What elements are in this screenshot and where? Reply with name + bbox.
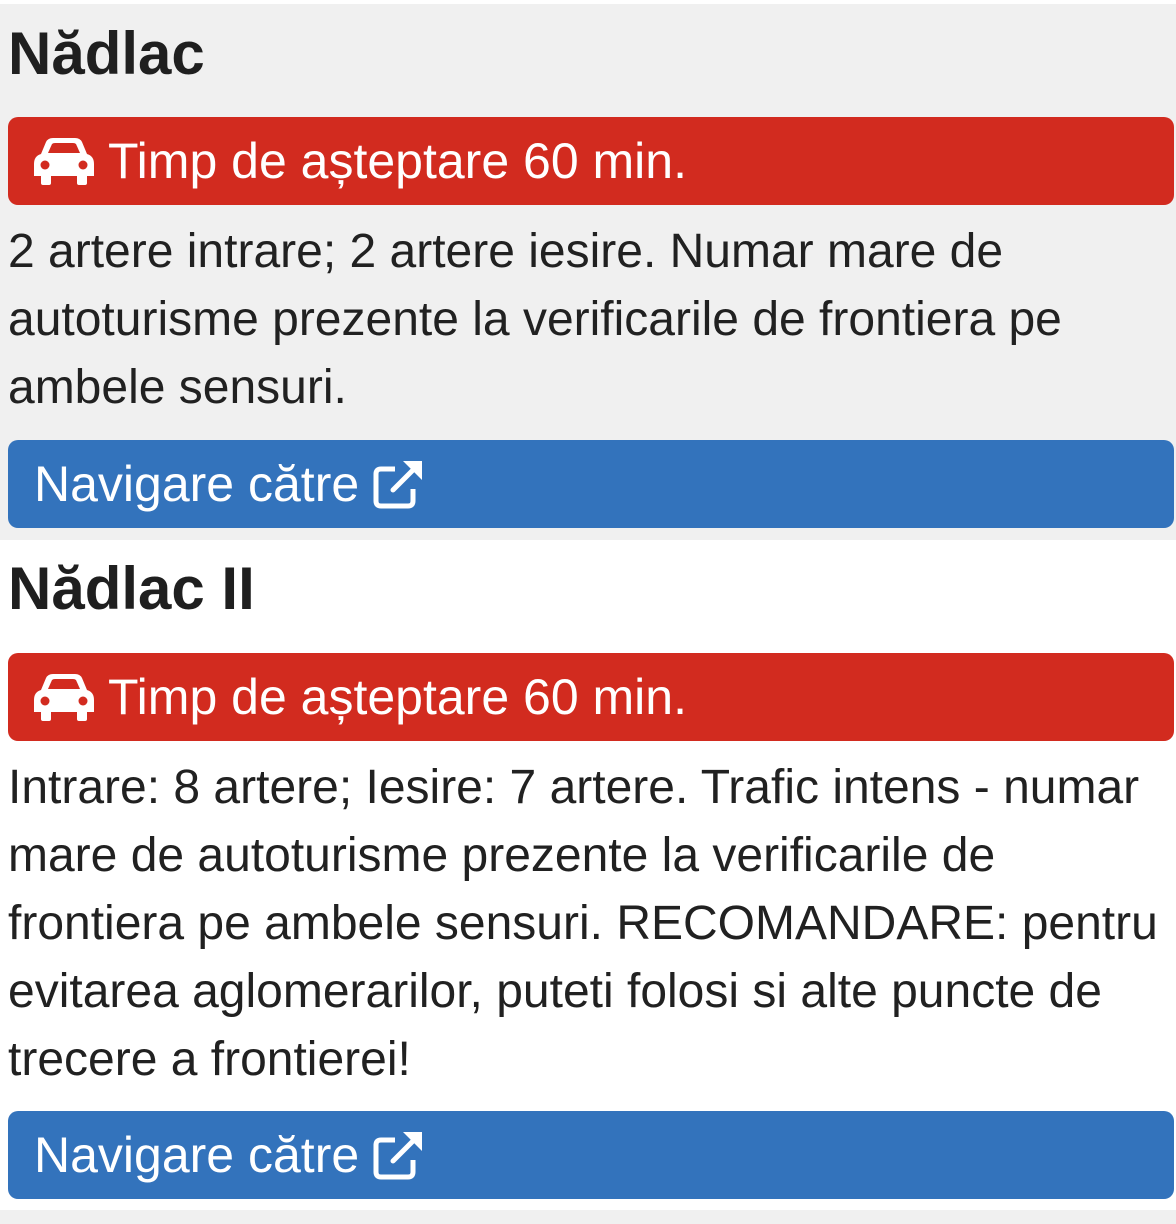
car-icon [32,136,96,186]
crossing-title: Nădlac [8,20,205,87]
external-link-icon [371,459,425,509]
crossing-description: Intrare: 8 artere; Iesire: 7 artere. Trafic intens - numar mare de autoturisme prezente la verificarile de frontiera pe ambele sensuri. RECOMANDARE: pentru evitarea aglomerarilor, puteti folosi si alte puncte de trecere a frontierei! [8,761,1158,1086]
navigate-to-button[interactable] [8,1111,1174,1199]
crossing-title: Nădlac II [8,555,255,622]
navigate-to-button[interactable] [8,440,1174,528]
navigate-to-label: Navigare către [34,456,360,512]
car-icon [32,672,96,722]
wait-time-badge [8,653,1174,741]
wait-time-label: Timp de așteptare 60 min. [108,669,687,725]
crossing-card-nadlac [0,4,1176,540]
crossing-card-nadlac-ii [0,540,1176,1212]
crossing-description: 2 artere intrare; 2 artere iesire. Numar mare de autoturisme prezente la verificarile de frontiera pe ambele sensuri. [8,225,1062,414]
next-card-edge [0,1210,1176,1224]
wait-time-badge [8,117,1174,205]
navigate-to-label: Navigare către [34,1127,360,1183]
wait-time-label: Timp de așteptare 60 min. [108,133,687,189]
external-link-icon [371,1130,425,1180]
